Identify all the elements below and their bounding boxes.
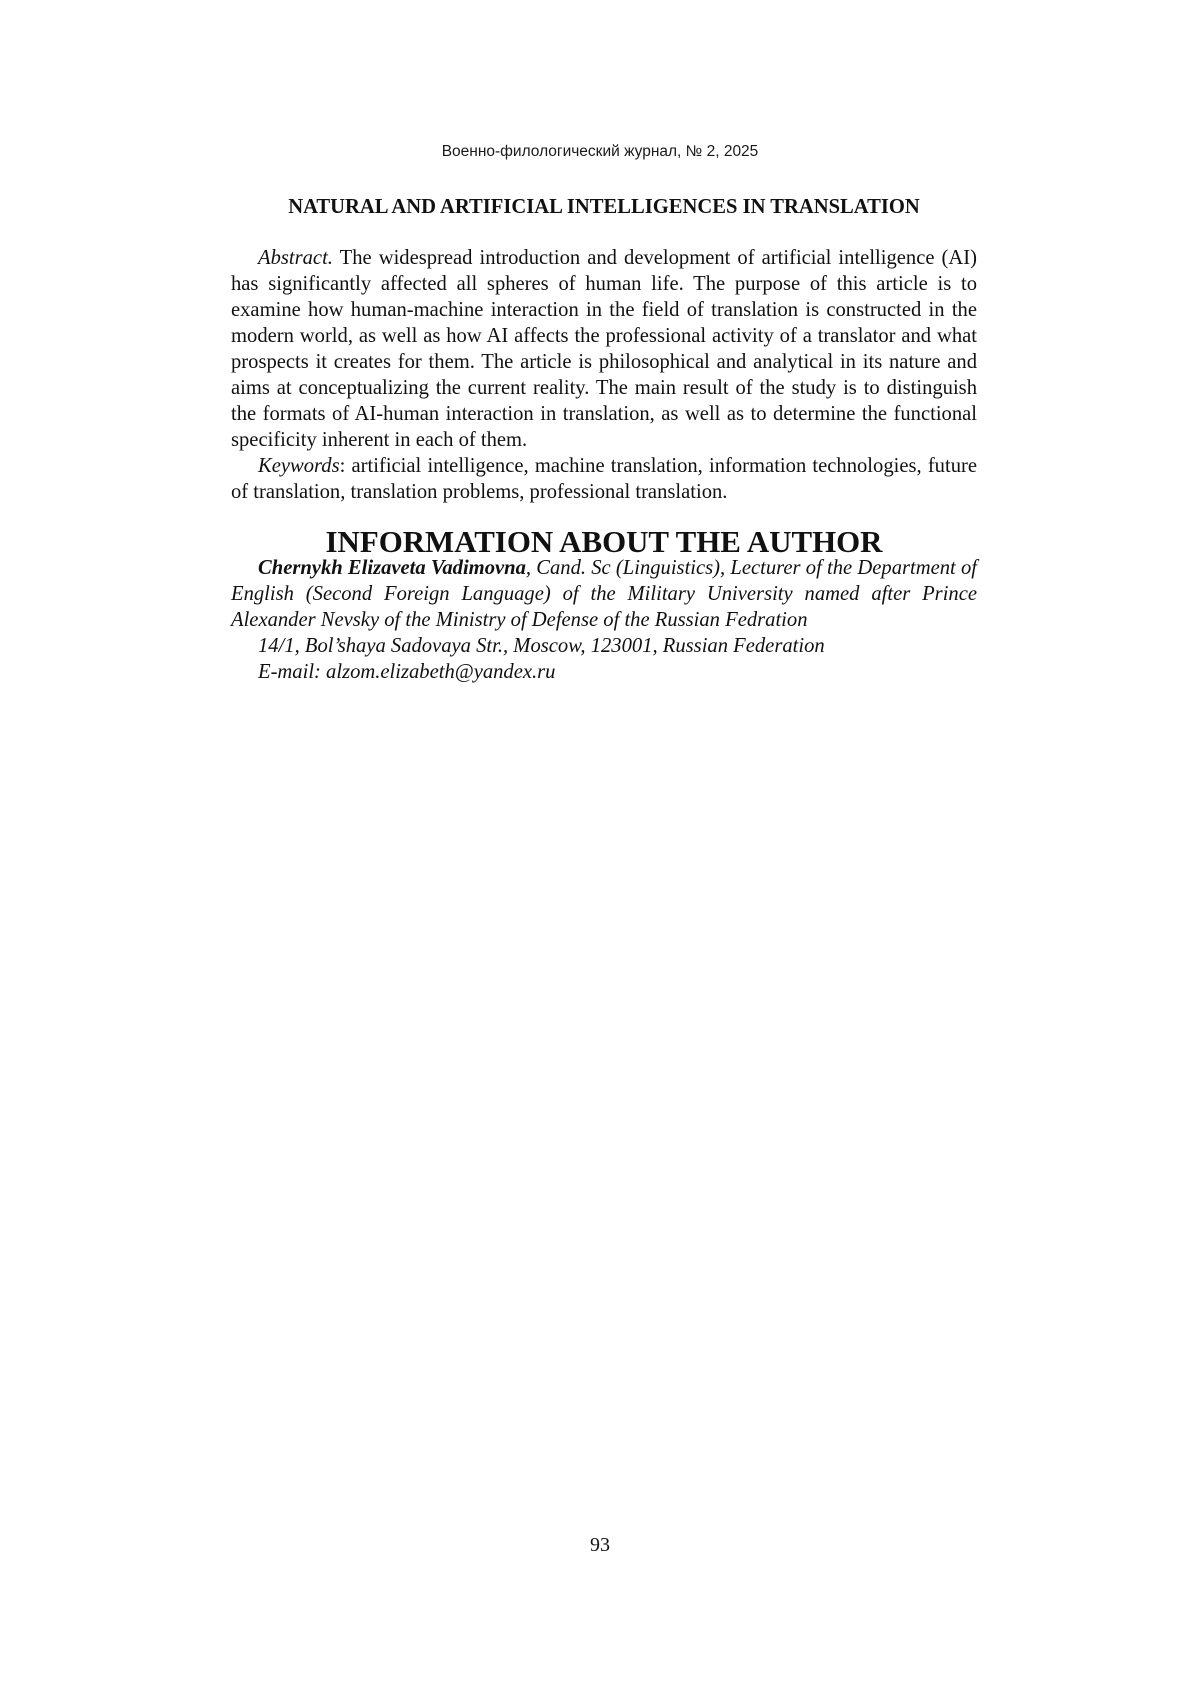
article-title: NATURAL AND ARTIFICIAL INTELLIGENCES IN TRANSLATION [288, 196, 920, 218]
page-number: 93 [590, 1534, 610, 1556]
running-header: Военно-филологический журнал, № 2, 2025 [441, 143, 759, 160]
keywords-text: : artificial intelligence, machine translation, information technologies, future of translation, translation problems, professional translation. [231, 455, 977, 503]
author-heading: INFORMATION ABOUT THE AUTHOR [325, 524, 883, 559]
article-content [231, 194, 977, 685]
abstract-label: Abstract. [258, 247, 333, 269]
author-name: Chernykh Elizaveta Vadimovna [258, 557, 526, 579]
author-address: 14/1, Bol’shaya Sadovaya Str., Moscow, 123001, Russian Federation [258, 635, 825, 657]
author-details: , Cand. Sc (Linguistics), Lecturer of the Department of English (Second Foreign Language) of the Military University named after Prince Alexander Nevsky of the Ministry of Defense of the Russian Fedration [231, 557, 977, 631]
abstract-text: The widespread introduction and development of artificial intelligence (AI) has significantly affected all spheres of human life. The purpose of this article is to examine how human-machine interaction in the field of translation is constructed in the modern world, as well as how AI affects the professional activity of a translator and what prospects it creates for them. The article is philosophical and analytical in its nature and aims at conceptualizing the current reality. The main result of the study is to distinguish the formats of AI-human interaction in translation, as well as to determine the functional specificity inherent in each of them. [231, 247, 977, 451]
author-info [231, 555, 977, 633]
keywords-label: Keywords [258, 455, 340, 477]
author-email: E-mail: alzom.elizabeth@yandex.ru [258, 661, 556, 683]
keywords-paragraph [231, 453, 977, 505]
abstract-paragraph [231, 245, 977, 453]
